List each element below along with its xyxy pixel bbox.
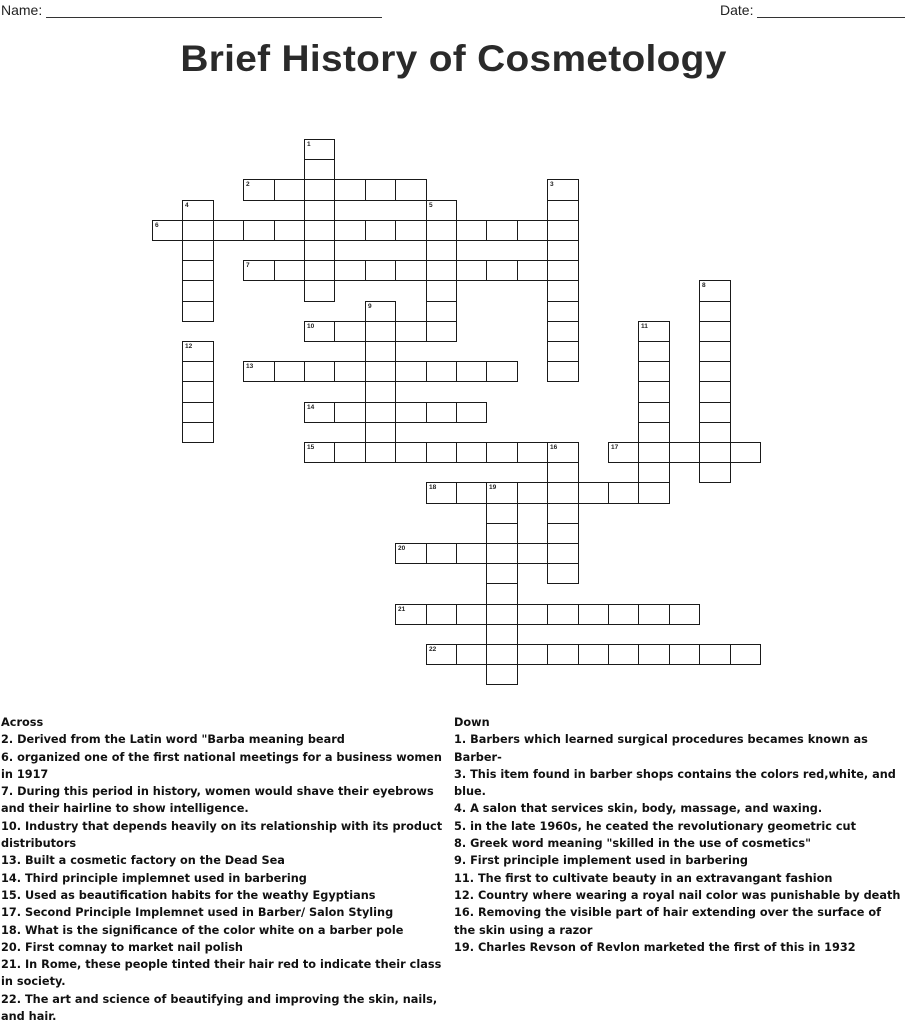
grid-cell[interactable]: [426, 280, 457, 302]
grid-cell[interactable]: [365, 341, 396, 362]
grid-cell[interactable]: [182, 260, 214, 281]
grid-cell[interactable]: [517, 220, 548, 241]
across-clue-21: 21. In Rome, these people tinted their hair red to indicate their class in society.: [1, 958, 442, 989]
grid-cell[interactable]: [517, 260, 548, 281]
grid-cell[interactable]: [334, 402, 366, 423]
grid-cell[interactable]: [243, 179, 275, 201]
down-clue-16: 16. Removing the visible part of hair extending over the surface of the skin using a razor: [454, 906, 882, 937]
down-clue-3: 3. This item found in barber shops contains the colors red,white, and blue.: [454, 767, 896, 799]
clue-number: 4: [185, 202, 189, 209]
grid-cell[interactable]: [456, 604, 487, 625]
clue-number: 11: [641, 323, 648, 330]
grid-cell[interactable]: [547, 523, 579, 544]
grid-cell[interactable]: [699, 462, 731, 483]
grid-cell[interactable]: [638, 604, 670, 625]
grid-cell[interactable]: [699, 442, 731, 463]
grid-cell[interactable]: [638, 341, 670, 362]
down-clue-4: 4. A salon that services skin, body, massage, and waxing.: [454, 802, 823, 816]
grid-cell[interactable]: [517, 442, 548, 463]
down-clue-8: 8. Greek word meaning "skilled in the use of cosmetics": [454, 837, 811, 851]
grid-cell[interactable]: [334, 260, 366, 281]
grid-cell[interactable]: [182, 280, 214, 302]
grid-cell[interactable]: [547, 200, 579, 221]
date-label: Date:: [720, 2, 754, 18]
grid-cell[interactable]: [638, 361, 670, 382]
grid-cell[interactable]: [608, 442, 639, 463]
grid-cell[interactable]: [456, 220, 487, 241]
grid-cell[interactable]: [182, 361, 214, 382]
grid-cell[interactable]: [699, 381, 731, 403]
grid-cell[interactable]: [365, 422, 396, 443]
down-clue-5: 5. in the late 1960s, he ceated the revolutionary geometric cut: [454, 819, 856, 833]
across-clue-13: 13. Built a cosmetic factory on the Dead Sea: [1, 854, 285, 868]
clue-number: 12: [185, 343, 193, 350]
down-clue-19: 19. Charles Revson of Revlon marketed the first of this in 1932: [454, 940, 856, 954]
clue-number: 9: [368, 303, 372, 310]
grid-cell[interactable]: [547, 361, 579, 382]
clue-number: 17: [611, 444, 619, 451]
clue-number: 3: [550, 181, 554, 188]
grid-cell[interactable]: [547, 563, 579, 584]
grid-cell[interactable]: [395, 604, 427, 625]
down-clue-9: 9. First principle implement used in barbering: [454, 854, 748, 868]
grid-cell[interactable]: [486, 543, 518, 564]
grid-cell[interactable]: [365, 361, 396, 382]
grid-cell[interactable]: [517, 644, 548, 665]
grid-cell[interactable]: [638, 381, 670, 403]
grid-cell[interactable]: [243, 220, 275, 241]
down-clue-11: 11. The first to cultivate beauty in an extravangant fashion: [454, 871, 833, 885]
grid-cell[interactable]: [304, 280, 335, 302]
grid-cell[interactable]: [699, 280, 731, 302]
grid-cell[interactable]: [456, 482, 487, 504]
grid-cell[interactable]: [304, 402, 335, 423]
grid-cell[interactable]: [547, 321, 579, 342]
grid-cell[interactable]: [182, 240, 214, 261]
grid-cell[interactable]: [334, 442, 366, 463]
grid-cell[interactable]: [547, 220, 579, 241]
grid-cell[interactable]: [486, 583, 518, 605]
grid-cell[interactable]: [304, 159, 335, 180]
across-clue-6: 6. organized one of the first national meetings for a business women in 1917: [1, 750, 442, 781]
grid-cell[interactable]: [517, 543, 548, 564]
clue-number: 5: [429, 202, 433, 209]
grid-cell[interactable]: [486, 604, 518, 625]
grid-cell[interactable]: [547, 543, 579, 564]
grid-cell[interactable]: [304, 220, 335, 241]
grid-cell[interactable]: [426, 402, 457, 423]
across-clue-15: 15. Used as beautification habits for the weathy Egyptians: [1, 888, 376, 902]
grid-cell[interactable]: [334, 321, 366, 342]
grid-cell[interactable]: [486, 482, 518, 504]
grid-cell[interactable]: [213, 220, 244, 241]
grid-cell[interactable]: [608, 644, 639, 665]
grid-cell[interactable]: [426, 442, 457, 463]
grid-cell[interactable]: [274, 260, 305, 281]
grid-cell[interactable]: [304, 260, 335, 281]
grid-cell[interactable]: [578, 604, 609, 625]
grid-cell[interactable]: [486, 220, 518, 241]
grid-cell[interactable]: [608, 604, 639, 625]
grid-cell[interactable]: [426, 644, 457, 665]
grid-cell[interactable]: [699, 361, 731, 382]
across-clue-22: 22. The art and science of beautifying and improving the skin, nails, and hair.: [1, 992, 438, 1024]
grid-cell[interactable]: [486, 442, 518, 463]
grid-cell[interactable]: [395, 179, 427, 201]
grid-cell[interactable]: [395, 220, 427, 241]
grid-cell[interactable]: [304, 179, 335, 201]
grid-cell[interactable]: [486, 260, 518, 281]
grid-cell[interactable]: [456, 402, 487, 423]
grid-cell[interactable]: [699, 422, 731, 443]
grid-cell[interactable]: [365, 179, 396, 201]
clue-number: 7: [246, 262, 250, 269]
grid-cell[interactable]: [304, 361, 335, 382]
grid-cell[interactable]: [365, 321, 396, 342]
clue-number: 19: [489, 484, 497, 491]
grid-cell[interactable]: [669, 604, 700, 625]
grid-cell[interactable]: [182, 301, 214, 322]
grid-cell[interactable]: [304, 321, 335, 342]
grid-cell[interactable]: [638, 442, 670, 463]
grid-cell[interactable]: [547, 260, 579, 281]
grid-cell[interactable]: [547, 442, 579, 463]
grid-cell[interactable]: [304, 442, 335, 463]
grid-cell[interactable]: [547, 179, 579, 201]
grid-cell[interactable]: [274, 220, 305, 241]
grid-cell[interactable]: [365, 260, 396, 281]
clue-number: 21: [398, 606, 406, 613]
grid-cell[interactable]: [547, 341, 579, 362]
clue-number: 22: [429, 646, 437, 653]
grid-cell[interactable]: [486, 523, 518, 544]
across-clue-17: 17. Second Principle Implemnet used in Barber/ Salon Styling: [1, 906, 394, 920]
clue-number: 6: [155, 222, 159, 229]
name-label: Name:: [1, 2, 43, 18]
grid-cell[interactable]: [365, 381, 396, 403]
grid-cell[interactable]: [638, 321, 670, 342]
grid-cell[interactable]: [426, 321, 457, 342]
grid-cell[interactable]: [426, 604, 457, 625]
clue-number: 15: [307, 444, 315, 451]
across-clues: [1, 714, 451, 1025]
grid-cell[interactable]: [395, 402, 427, 423]
down-clue-12: 12. Country where wearing a royal nail color was punishable by death: [454, 888, 901, 902]
grid-cell[interactable]: [578, 482, 609, 504]
grid-cell[interactable]: [243, 260, 275, 281]
across-clue-2: 2. Derived from the Latin word "Barba meaning beard: [1, 733, 345, 747]
grid-cell[interactable]: [304, 139, 335, 160]
across-clue-14: 14. Third principle implemnet used in barbering: [1, 871, 307, 885]
grid-cell[interactable]: [334, 179, 366, 201]
grid-cell[interactable]: [699, 301, 731, 322]
across-clue-18: 18. What is the significance of the color white on a barber pole: [1, 923, 404, 937]
grid-cell[interactable]: [638, 482, 670, 504]
grid-cell[interactable]: [730, 442, 761, 463]
grid-cell[interactable]: [638, 462, 670, 483]
grid-cell[interactable]: [517, 482, 548, 504]
grid-cell[interactable]: [365, 442, 396, 463]
grid-cell[interactable]: [486, 563, 518, 584]
grid-cell[interactable]: [395, 442, 427, 463]
grid-cell[interactable]: [182, 381, 214, 403]
grid-cell[interactable]: [486, 664, 518, 685]
grid-cell[interactable]: [456, 644, 487, 665]
grid-cell[interactable]: [334, 361, 366, 382]
page-title: Brief History of Cosmetology: [180, 38, 727, 79]
clue-number: 16: [550, 444, 558, 451]
grid-cell[interactable]: [486, 503, 518, 524]
grid-cell[interactable]: [699, 341, 731, 362]
clue-number: 20: [398, 545, 406, 552]
grid-cell[interactable]: [182, 422, 214, 443]
grid-cell[interactable]: [304, 200, 335, 221]
grid-cell[interactable]: [182, 341, 214, 362]
grid-cell[interactable]: [426, 482, 457, 504]
grid-cell[interactable]: [395, 260, 427, 281]
grid-cell[interactable]: [547, 462, 579, 483]
clue-number: 2: [246, 181, 250, 188]
grid-cell[interactable]: [699, 402, 731, 423]
clue-number: 13: [246, 363, 254, 370]
grid-cell[interactable]: [486, 644, 518, 665]
grid-cell[interactable]: [182, 200, 214, 221]
grid-cell[interactable]: [669, 644, 700, 665]
grid-cell[interactable]: [456, 260, 487, 281]
grid-cell[interactable]: [456, 543, 487, 564]
grid-cell[interactable]: [274, 361, 305, 382]
grid-cell[interactable]: [426, 260, 457, 281]
grid-cell[interactable]: [486, 624, 518, 645]
clue-number: 10: [307, 323, 315, 330]
across-clue-7: 7. During this period in history, women would shave their eyebrows and their hairline to show intelligence.: [1, 785, 434, 816]
grid-cell[interactable]: [730, 644, 761, 665]
grid-cell[interactable]: [426, 240, 457, 261]
grid-cell[interactable]: [638, 644, 670, 665]
grid-cell[interactable]: [456, 361, 487, 382]
down-clues: [454, 714, 902, 956]
grid-cell[interactable]: [426, 200, 457, 221]
grid-cell[interactable]: [426, 361, 457, 382]
across-clue-20: 20. First comnay to market nail polish: [1, 940, 243, 954]
grid-cell[interactable]: [547, 482, 579, 504]
grid-cell[interactable]: [243, 361, 275, 382]
grid-cell[interactable]: [395, 543, 427, 564]
clue-number: 8: [702, 282, 706, 289]
grid-cell[interactable]: [182, 220, 214, 241]
grid-cell[interactable]: [669, 442, 700, 463]
clue-number: 14: [307, 404, 315, 411]
grid-cell[interactable]: [608, 482, 639, 504]
grid-cell[interactable]: [486, 361, 518, 382]
grid-cell[interactable]: [152, 220, 183, 241]
grid-cell[interactable]: [304, 240, 335, 261]
down-heading: Down: [454, 716, 490, 729]
grid-cell[interactable]: [638, 422, 670, 443]
grid-cell[interactable]: [638, 402, 670, 423]
grid-cell[interactable]: [182, 402, 214, 423]
grid-cell[interactable]: [578, 644, 609, 665]
grid-cell[interactable]: [517, 604, 548, 625]
across-clue-10: 10. Industry that depends heavily on its relationship with its product distributors: [1, 819, 443, 851]
grid-cell[interactable]: [699, 321, 731, 342]
grid-cell[interactable]: [365, 402, 396, 423]
down-clue-1: 1. Barbers which learned surgical procedures becames known as Barber-: [454, 733, 868, 764]
grid-cell[interactable]: [699, 644, 731, 665]
grid-cell[interactable]: [426, 301, 457, 322]
grid-cell[interactable]: [456, 442, 487, 463]
grid-cell[interactable]: [426, 220, 457, 241]
grid-cell[interactable]: [334, 220, 366, 241]
grid-cell[interactable]: [426, 543, 457, 564]
grid-cell[interactable]: [547, 280, 579, 302]
grid-cell[interactable]: [547, 503, 579, 524]
grid-cell[interactable]: [547, 240, 579, 261]
clue-number: 1: [307, 141, 311, 148]
grid-cell[interactable]: [547, 644, 579, 665]
grid-cell[interactable]: [547, 301, 579, 322]
grid-cell[interactable]: [395, 361, 427, 382]
grid-cell[interactable]: [365, 301, 396, 322]
grid-cell[interactable]: [547, 604, 579, 625]
grid-cell[interactable]: [365, 220, 396, 241]
grid-cell[interactable]: [395, 321, 427, 342]
grid-cell[interactable]: [274, 179, 305, 201]
clue-number: 18: [429, 484, 437, 491]
across-heading: Across: [1, 716, 44, 729]
